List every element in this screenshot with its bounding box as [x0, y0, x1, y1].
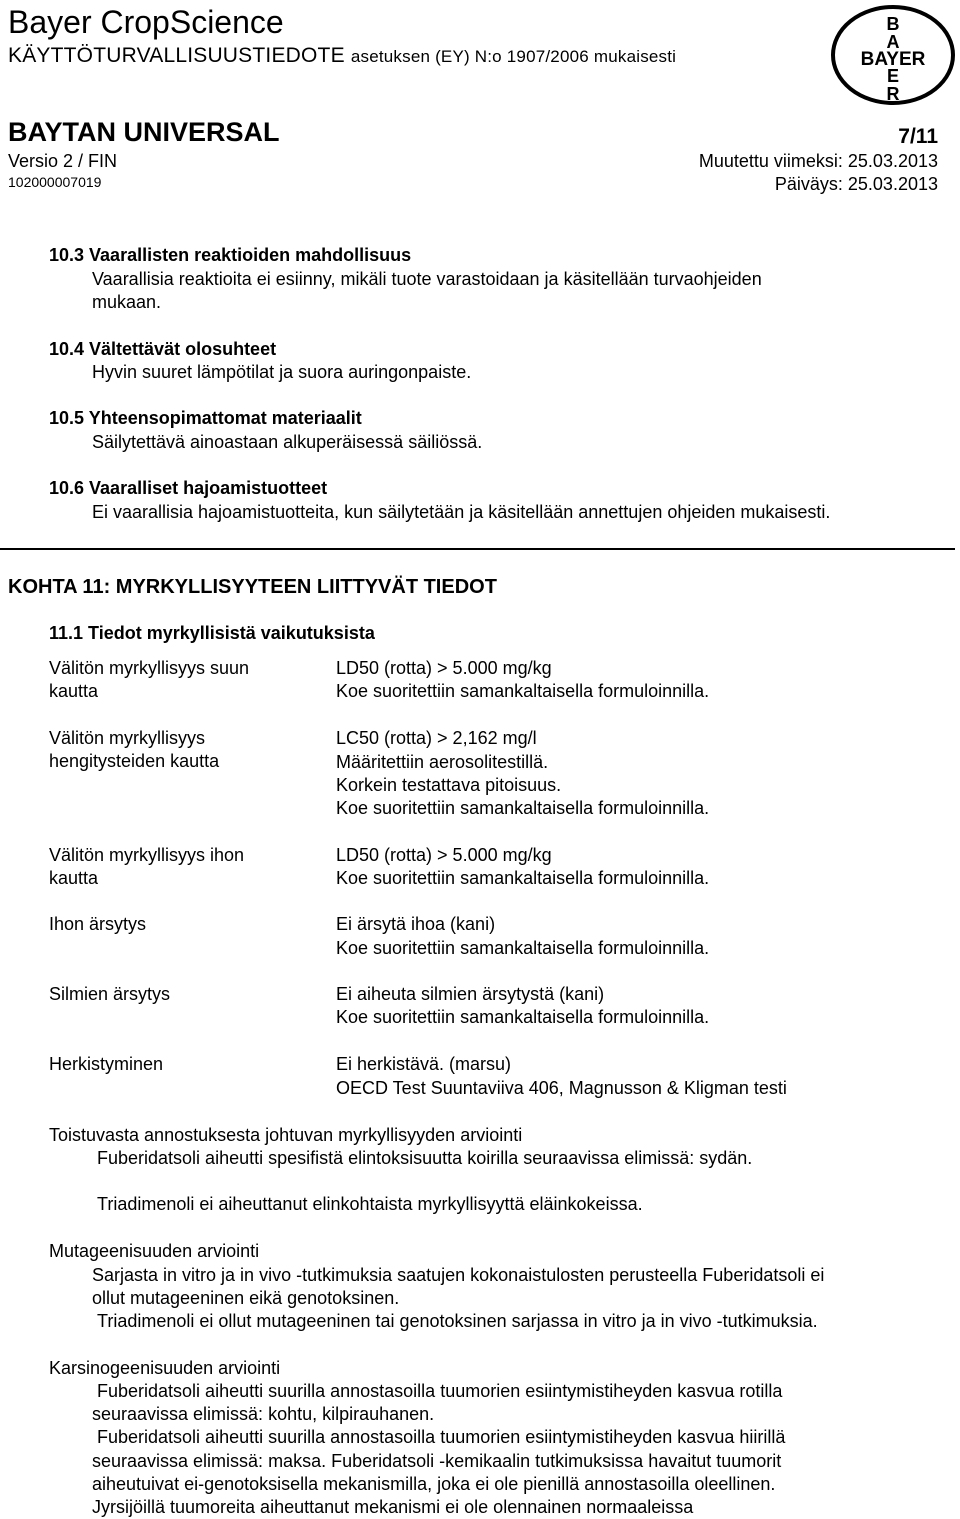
toxicity-value: Koe suoritettiin samankaltaisella formuloinnilla.: [336, 681, 710, 701]
toxicity-value: Koe suoritettiin samankaltaisella formuloinnilla.: [336, 938, 710, 958]
subsection-title-10-3: 10.3 Vaarallisten reaktioiden mahdollisuus: [49, 245, 412, 265]
issue-date: Päiväys: 25.03.2013: [774, 174, 938, 194]
document-type-title: KÄYTTÖTURVALLISUUSTIEDOTE: [8, 44, 345, 67]
carcinogenicity-text: Fuberidatsoli aiheutti suurilla annostasoilla tuumorien esiintymistiheyden kasvua rotilla: [97, 1381, 783, 1401]
svg-text:E: E: [886, 66, 900, 86]
toxicity-value: LD50 (rotta) > 5.000 mg/kg: [336, 658, 552, 678]
toxicity-label-oral: Välitön myrkyllisyys suun kautta: [49, 658, 250, 701]
subsection-text-10-3-cont: mukaan.: [92, 292, 162, 312]
toxicity-value: LD50 (rotta) > 5.000 mg/kg: [336, 845, 552, 865]
toxicity-label-sensitisation: Herkistyminen: [49, 1054, 164, 1074]
subsection-title-10-4: 10.4 Vältettävät olosuhteet: [49, 339, 277, 359]
toxicity-value: OECD Test Suuntaviiva 406, Magnusson & Kligman testi: [336, 1078, 787, 1098]
toxicity-value: Koe suoritettiin samankaltaisella formuloinnilla.: [336, 798, 710, 818]
toxicity-value: Korkein testattava pitoisuus.: [336, 775, 562, 795]
carcinogenicity-text: Jyrsijöillä tuumoreita aiheuttanut mekanismi ei ole olennainen normaaleissa: [92, 1497, 694, 1517]
section-title-11: KOHTA 11: MYRKYLLISYYTEEN LIITTYVÄT TIEDOT: [8, 576, 497, 598]
version-label: Versio 2 / FIN: [8, 151, 118, 171]
subsection-title-11-1: 11.1 Tiedot myrkyllisistä vaikutuksista: [49, 623, 375, 643]
mutagenicity-text: Sarjasta in vitro ja in vivo -tutkimuksia saatujen kokonaistulosten perusteella Fuberidatsoli ei: [92, 1265, 825, 1285]
svg-text:BAYER: BAYER: [860, 49, 926, 70]
mutagenicity-text: Triadimenoli ei ollut mutageeninen tai genotoksinen sarjassa in vitro ja in vivo -tutkimuksia.: [97, 1311, 818, 1331]
svg-text:A: A: [886, 32, 900, 52]
regulation-reference: asetuksen (EY) N:o 1907/2006 mukaisesti: [350, 47, 677, 66]
document-number: 102000007019: [8, 174, 102, 190]
svg-text:B: B: [886, 14, 900, 34]
bayer-cross-logo: [830, 4, 956, 106]
toxicity-label-dermal: Välitön myrkyllisyys ihon kautta: [49, 845, 245, 888]
toxicity-value: Määritettiin aerosolitestillä.: [336, 752, 549, 772]
document-type: [8, 43, 676, 70]
toxicity-value: Koe suoritettiin samankaltaisella formuloinnilla.: [336, 1007, 710, 1027]
mutagenicity-text: ollut mutageeninen eikä genotoksinen.: [92, 1288, 400, 1308]
mutagenicity-title: Mutageenisuuden arviointi: [49, 1241, 260, 1261]
subsection-title-10-6: 10.6 Vaaralliset hajoamistuotteet: [49, 478, 328, 498]
toxicity-value: Koe suoritettiin samankaltaisella formuloinnilla.: [336, 868, 710, 888]
toxicity-value: Ei ärsytä ihoa (kani): [336, 914, 496, 934]
toxicity-label-inhalation: Välitön myrkyllisyys hengitysteiden kautta: [49, 728, 220, 771]
company-name: Bayer CropScience: [8, 4, 284, 40]
toxicity-value: LC50 (rotta) > 2,162 mg/l: [336, 728, 537, 748]
page-number: 7/11: [898, 125, 938, 148]
carcinogenicity-text: seuraavissa elimissä: kohtu, kilpirauhanen.: [92, 1404, 435, 1424]
section-divider: [0, 548, 955, 550]
toxicity-label-skin-irritation: Ihon ärsytys: [49, 914, 147, 934]
product-name: BAYTAN UNIVERSAL: [8, 117, 280, 147]
subsection-title-10-5: 10.5 Yhteensopimattomat materiaalit: [49, 408, 362, 428]
toxicity-value: Ei aiheuta silmien ärsytystä (kani): [336, 984, 605, 1004]
repeated-dose-title: Toistuvasta annostuksesta johtuvan myrkyllisyyden arviointi: [49, 1125, 523, 1145]
carcinogenicity-text: seuraavissa elimissä: maksa. Fuberidatsoli -kemikaalin tutkimuksissa havaitut tuumorit: [92, 1451, 782, 1471]
modified-date: Muutettu viimeksi: 25.03.2013: [698, 151, 938, 171]
toxicity-value: Ei herkistävä. (marsu): [336, 1054, 512, 1074]
subsection-text-10-3: Vaarallisia reaktioita ei esiinny, mikäli tuote varastoidaan ja käsitellään turvaohjeiden: [92, 269, 762, 289]
carcinogenicity-title: Karsinogeenisuuden arviointi: [49, 1358, 281, 1378]
repeated-dose-text: Triadimenoli ei aiheuttanut elinkohtaista myrkyllisyyttä eläinkokeissa.: [97, 1194, 643, 1214]
subsection-text-10-5: Säilytettävä ainoastaan alkuperäisessä säiliössä.: [92, 432, 483, 452]
subsection-text-10-4: Hyvin suuret lämpötilat ja suora auringonpaiste.: [92, 362, 472, 382]
toxicity-label-eye-irritation: Silmien ärsytys: [49, 984, 171, 1004]
svg-text:R: R: [886, 84, 900, 104]
carcinogenicity-text: Fuberidatsoli aiheutti suurilla annostasoilla tuumorien esiintymistiheyden kasvua hiirillä: [97, 1427, 786, 1447]
repeated-dose-text: Fuberidatsoli aiheutti spesifistä elintoksisuutta koirilla seuraavissa elimissä: sydän.: [97, 1148, 753, 1168]
carcinogenicity-text: aiheutuivat ei-genotoksisella mekanismilla, joka ei ole pienillä annostasoilla oleellinen.: [92, 1474, 776, 1494]
subsection-text-10-6: Ei vaarallisia hajoamistuotteita, kun säilytetään ja käsitellään annettujen ohjeiden mukaisesti.: [92, 502, 831, 522]
